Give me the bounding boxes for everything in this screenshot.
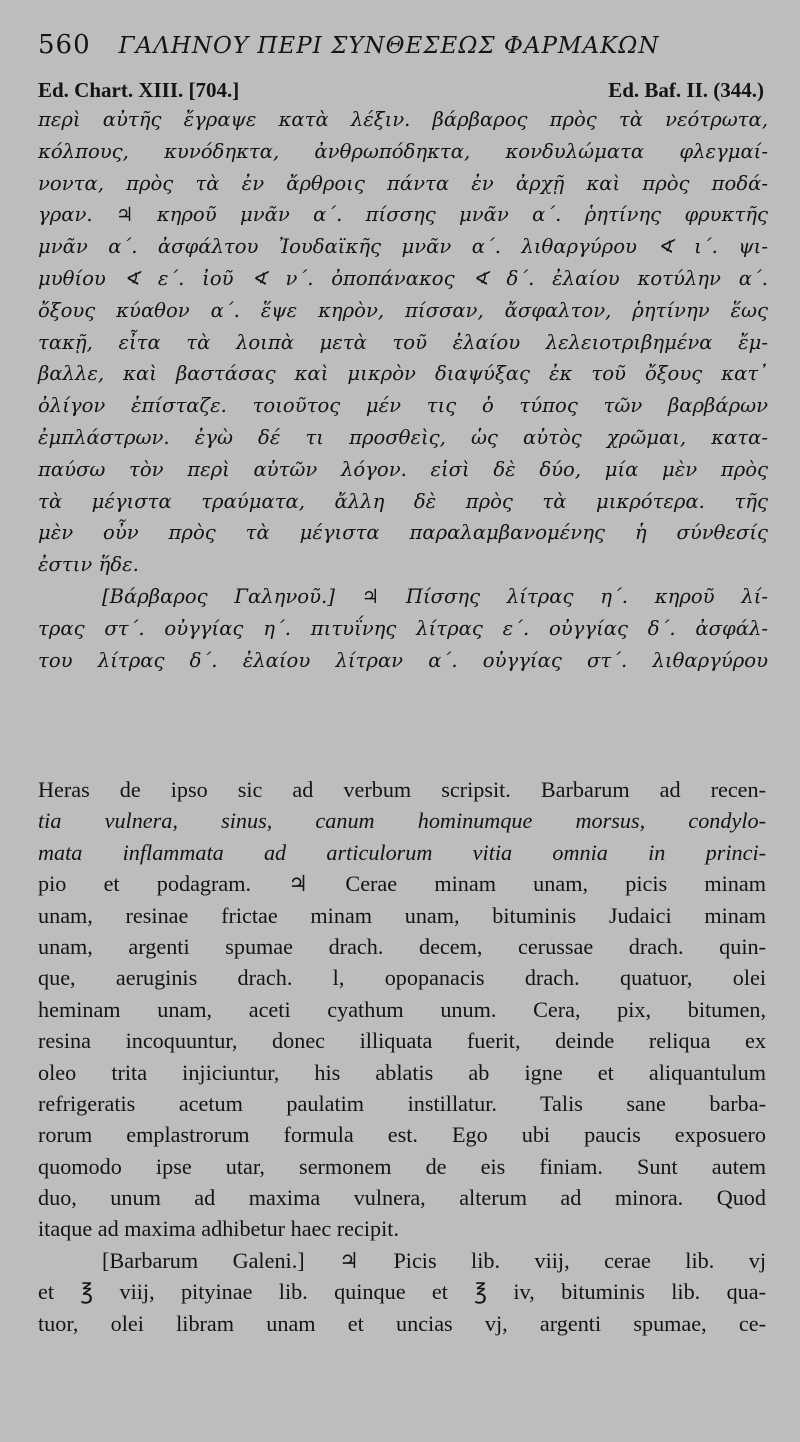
edition-references — [38, 78, 764, 103]
latin-line: refrigeratis acetum paulatim instillatur. Talis sane barba- — [38, 1090, 766, 1116]
greek-line: κόλπους, κυνόδηκτα, ἀνθρωπόδηκτα, κονδυλώματα φλεγμαί- — [38, 139, 768, 163]
running-title: ΓΑΛΗΝΟΥ ΠΕΡΙ ΣΥΝΘΕΣΕΩΣ ΦΑΡΜΑΚΩΝ — [118, 33, 660, 59]
latin-line: Heras de ipso sic ad verbum scripsit. Barbarum ad recen- — [38, 777, 766, 802]
latin-line: tia vulnera, sinus, canum hominumque morsus, condylo- — [38, 808, 766, 834]
greek-line: [Βάρβαρος Γαληνοῦ.] ♃ Πίσσης λίτρας η΄. κηροῦ λί- — [102, 584, 768, 608]
greek-line: τακῇ, εἶτα τὰ λοιπὰ μετὰ τοῦ ἐλαίου λελειοτριβημένα ἔμ- — [38, 330, 768, 354]
latin-line: [Barbarum Galeni.] ♃ Picis lib. viij, cerae lib. vj — [102, 1247, 766, 1273]
greek-line: βαλλε, καὶ βαστάσας καὶ μικρὸν διαψύξας ἐκ τοῦ ὄξους κατ᾽ — [38, 362, 768, 386]
greek-line: ὀλίγον ἐπίσταζε. τοιοῦτος μέν τις ὁ τύπος τῶν βαρβάρων — [38, 394, 768, 418]
greek-text-block — [38, 104, 768, 676]
latin-line: rorum emplastrorum formula est. Ego ubi paucis exposuero — [38, 1122, 766, 1148]
running-head — [38, 30, 778, 60]
greek-line: περὶ αὐτῆς ἔγραψε κατὰ λέξιν. βάρβαρος πρὸς τὰ νεότρωτα, — [38, 108, 768, 131]
latin-line: pio et podagram. ♃ Cerae minam unam, picis minam — [38, 871, 766, 897]
greek-line: μυθίου ∢ ε΄. ἰοῦ ∢ ν΄. ὀποπάνακος ∢ δ΄. ἐλαίου κοτύλην α΄. — [38, 266, 768, 290]
latin-text-block — [38, 774, 766, 1339]
page-number: 560 — [38, 30, 91, 60]
latin-line: itaque ad maxima adhibetur haec recipit. — [38, 1216, 400, 1242]
latin-line: duo, unum ad maxima vulnera, alterum ad minora. Quod — [38, 1185, 766, 1211]
latin-line: mata inflammata ad articulorum vitia omnia in princi- — [38, 839, 766, 865]
greek-line: μνᾶν α΄. ἀσφάλτου Ἰουδαϊκῆς μνᾶν α΄. λιθαργύρου ∢ ι΄. ψι- — [38, 235, 768, 259]
greek-line: τρας στ΄. οὐγγίας η΄. πιτυΐνης λίτρας ε΄. οὐγγίας δ΄. ἀσφάλ- — [38, 616, 768, 640]
latin-line: resina incoquuntur, donec illiquata fuerit, deinde reliqua ex — [38, 1028, 766, 1054]
greek-line: ἐμπλάστρων. ἐγὼ δέ τι προσθεὶς, ὡς αὐτὸς χρῶμαι, κατα- — [38, 425, 768, 449]
greek-line: ὄξους κύαθον α΄. ἕψε κηρὸν, πίσσαν, ἄσφαλτον, ῥητίνην ἕως — [38, 298, 768, 322]
edition-basel: Ed. Baf. II. (344.) — [608, 78, 764, 102]
latin-line: unam, argenti spumae drach. decem, cerussae drach. quin- — [38, 933, 766, 959]
latin-line: tuor, olei libram unam et uncias vj, argenti spumae, ce- — [38, 1310, 766, 1336]
latin-line: unam, resinae frictae minam unam, bituminis Judaici minam — [38, 902, 766, 928]
greek-line: τὰ μέγιστα τραύματα, ἄλλη δὲ πρὸς τὰ μικρότερα. τῆς — [38, 489, 768, 513]
latin-line: oleo trita injiciuntur, his ablatis ab igne et aliquantulum — [38, 1059, 766, 1085]
greek-line: μὲν οὖν πρὸς τὰ μέγιστα παραλαμβανομένης ἡ σύνθεσίς — [38, 521, 768, 545]
latin-line: quomodo ipse utar, sermonem de eis finiam. Sunt autem — [38, 1153, 766, 1179]
greek-line: του λίτρας δ΄. ἐλαίου λίτραν α΄. οὐγγίας στ΄. λιθαργύρου — [38, 648, 768, 672]
greek-line: γραν. ♃ κηροῦ μνᾶν α΄. πίσσης μνᾶν α΄. ῥητίνης φρυκτῆς — [38, 203, 768, 227]
edition-chartier: Ed. Chart. XIII. [704.] — [38, 78, 240, 102]
greek-line: ἐστιν ἥδε. — [38, 553, 139, 577]
greek-line: νοντα, πρὸς τὰ ἐν ἄρθροις πάντα ἐν ἀρχῇ καὶ πρὸς ποδά- — [38, 171, 768, 195]
latin-line: heminam unam, aceti cyathum unum. Cera, pix, bitumen, — [38, 996, 766, 1022]
latin-line: que, aeruginis drach. l, opopanacis drach. quatuor, olei — [38, 965, 766, 991]
greek-line: παύσω τὸν περὶ αὐτῶν λόγον. εἰσὶ δὲ δύο, μία μὲν πρὸς — [38, 457, 768, 481]
latin-line: et ℥ viij, pityinae lib. quinque et ℥ iv, bituminis lib. qua- — [38, 1279, 766, 1305]
